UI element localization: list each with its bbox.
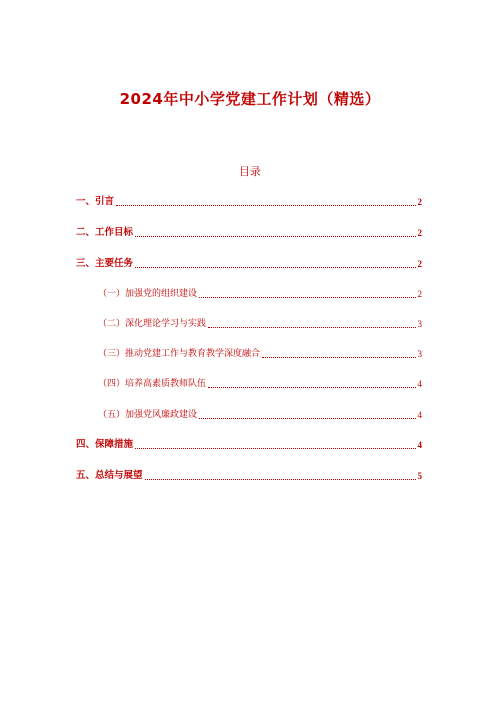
- toc-entry-label: （一）加强党的组织建设: [98, 289, 198, 299]
- document-title: 2024年中小学党建工作计划（精选）: [119, 90, 381, 108]
- toc-heading: 目录: [239, 165, 261, 178]
- toc-page-number: 2: [417, 228, 422, 238]
- toc-entry-label: （五）加强党风廉政建设: [98, 410, 198, 420]
- toc-page-number: 3: [417, 349, 422, 359]
- toc-page-number: 2: [417, 289, 422, 299]
- toc-entry-theory-study[interactable]: [98, 317, 422, 331]
- toc-leader-dots: [199, 418, 415, 419]
- toc-leader-dots: [208, 327, 415, 328]
- toc-entry-label: （三）推动党建工作与教育教学深度融合: [98, 349, 261, 359]
- toc-entry-summary-outlook[interactable]: [76, 469, 422, 483]
- toc-entry-label: （四）培养高素质教师队伍: [98, 379, 207, 389]
- toc-leader-dots: [262, 357, 415, 358]
- toc-page-number: 4: [417, 379, 422, 389]
- toc-leader-dots: [135, 267, 415, 268]
- toc-entry-safeguards[interactable]: [76, 438, 422, 452]
- toc-entry-work-goals[interactable]: [76, 226, 422, 240]
- toc-entry-label: 二、工作目标: [76, 227, 134, 238]
- toc-page-number: 4: [417, 410, 422, 420]
- toc-entry-teaching-integration[interactable]: [98, 347, 422, 361]
- toc-leader-dots: [208, 387, 415, 388]
- toc-page-number: 5: [417, 471, 422, 481]
- toc-leader-dots: [145, 479, 416, 480]
- toc-page-number: 2: [417, 259, 422, 269]
- toc-page-number: 2: [417, 197, 422, 207]
- toc-leader-dots: [116, 205, 415, 206]
- toc-entry-label: 五、总结与展望: [76, 470, 143, 481]
- toc-entry-anti-corruption[interactable]: [98, 408, 422, 422]
- toc-page-number: 3: [417, 319, 422, 329]
- toc-entry-introduction[interactable]: [76, 195, 422, 209]
- toc-entry-party-organization[interactable]: [98, 287, 422, 301]
- toc-leader-dots: [135, 236, 415, 237]
- toc-entry-main-tasks[interactable]: [76, 257, 422, 271]
- toc-entry-teacher-team[interactable]: [98, 377, 422, 391]
- toc-entry-label: 一、引言: [76, 196, 115, 207]
- toc-leader-dots: [135, 448, 415, 449]
- toc-page-number: 4: [417, 440, 422, 450]
- toc-entry-label: 三、主要任务: [76, 258, 134, 269]
- toc-leader-dots: [199, 297, 415, 298]
- toc-entry-label: 四、保障措施: [76, 439, 134, 450]
- toc-entry-label: （二）深化理论学习与实践: [98, 319, 207, 329]
